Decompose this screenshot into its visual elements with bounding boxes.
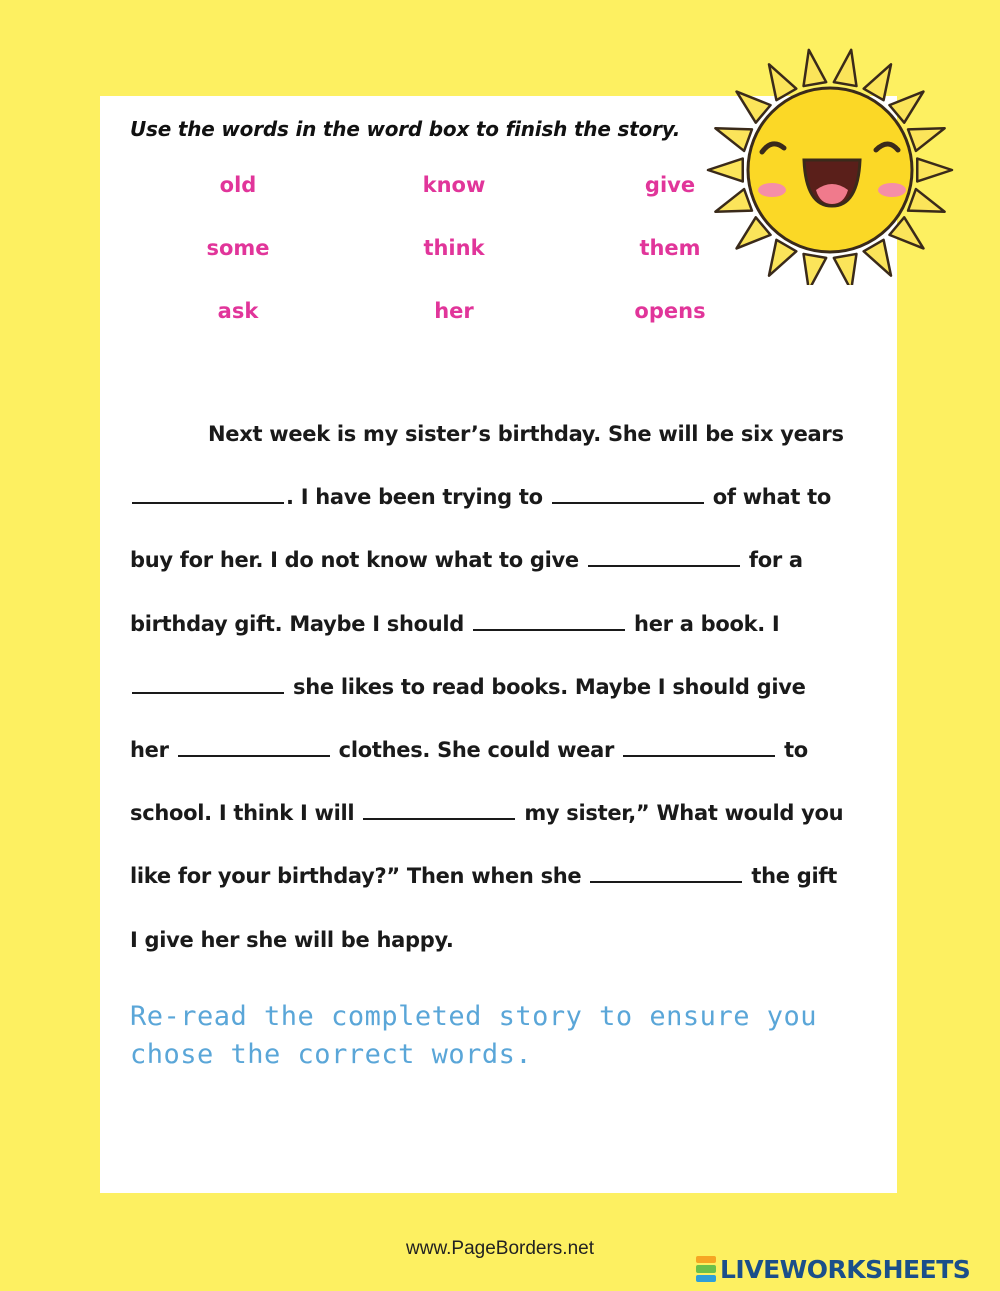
story-line [130,789,890,852]
word-box-item: them [639,236,701,260]
answer-blank[interactable] [132,672,284,694]
reread-reminder: Re-read the completed story to ensure you chose the correct words. [130,1001,817,1070]
answer-blank[interactable] [473,609,625,631]
liveworksheets-brand: LIVEWORKSHEETS [720,1254,971,1284]
story-line [130,473,890,536]
sun-ray [804,50,827,86]
story-fragment: the gift [744,864,837,889]
footer-url[interactable]: www.PageBorders.net [406,1238,594,1259]
answer-blank[interactable] [552,482,704,504]
story-fragment: clothes. She could wear [331,737,622,762]
sun-right-cheek [878,183,906,197]
word-box-item: her [434,299,474,323]
story-line [130,663,890,726]
sun-ray [917,159,952,182]
word-box-item: think [423,236,485,260]
story-fragment: Next week is my sister’s birthday. She will be six years [208,422,844,446]
story-fragment: birthday gift. Maybe I should [130,611,472,636]
answer-blank[interactable] [588,545,740,567]
liveworksheets-logo[interactable] [696,1252,970,1286]
word-box-item: know [422,173,486,197]
story-line [130,536,890,599]
sun-ray [715,189,752,212]
story-fragment: buy for her. I do not know what to give [130,548,586,573]
story-fragment: to [777,737,808,762]
word-box-item: opens [634,299,706,323]
instruction-text: Use the words in the word box to finish the story. [130,117,681,141]
story-line [130,726,890,789]
story-line [130,600,890,663]
sun-ray [769,240,796,276]
story-text [130,410,890,979]
answer-blank[interactable] [363,798,515,820]
sun-ray [708,159,743,182]
sun-ray [804,254,827,285]
story-fragment: like for your birthday?” Then when she [130,864,589,889]
sun-ray [715,128,752,151]
sun-ray [908,128,945,151]
story-fragment: for a [741,548,803,573]
sun-left-cheek [758,183,786,197]
answer-blank[interactable] [590,861,742,883]
story-fragment: her a book. I [627,611,780,636]
word-box-item: ask [217,299,259,323]
sun-ray [769,64,796,100]
sun-ray [834,50,857,86]
sun-ray [908,189,945,212]
word-box-item: old [219,173,257,197]
story-fragment: she likes to read books. Maybe I should give [286,674,806,699]
smiling-sun-icon [700,20,975,285]
sun-ray [864,240,891,276]
story-line [130,410,890,473]
answer-blank[interactable] [132,482,284,504]
sun-ray [834,254,857,285]
liveworksheets-icon [696,1255,716,1283]
story-fragment: . I have been trying to [286,485,550,510]
story-fragment: school. I think I will [130,801,362,826]
story-fragment: her [130,737,176,762]
story-fragment: of what to [705,485,831,510]
answer-blank[interactable] [178,735,330,757]
story-fragment: my sister,” What would you [517,801,844,826]
story-fragment: I give her she will be happy. [130,927,454,952]
story-line [130,852,890,915]
sun-ray [864,64,891,100]
word-box-item: some [206,236,270,260]
answer-blank[interactable] [623,735,775,757]
story-line [130,916,890,979]
word-box-item: give [644,173,696,197]
